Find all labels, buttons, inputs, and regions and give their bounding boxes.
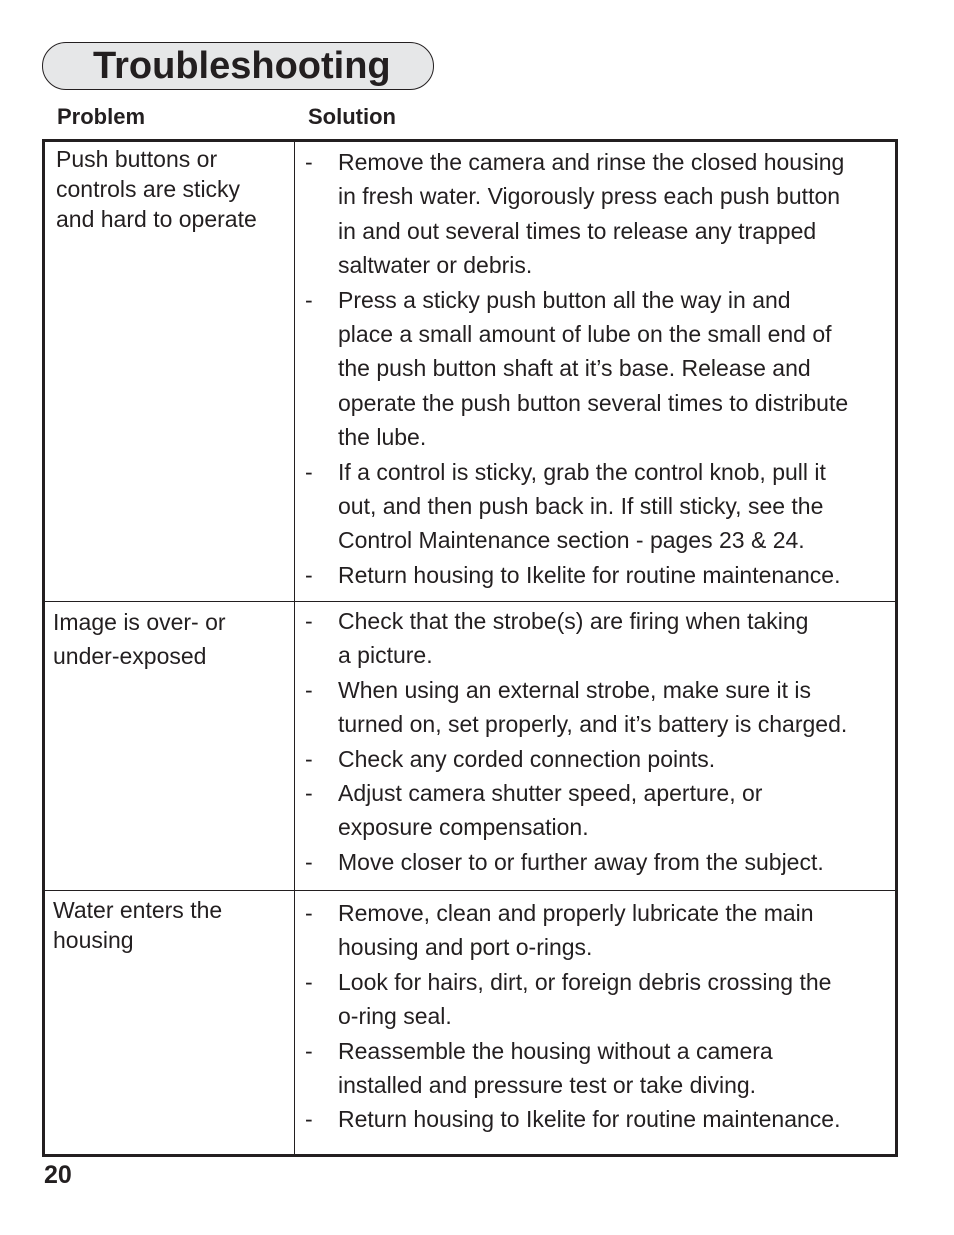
problem-cell-water-leak	[53, 895, 288, 955]
solution-item	[305, 604, 905, 673]
solution-item	[305, 283, 905, 455]
bullet-dash: -	[305, 780, 313, 807]
bullet-dash: -	[305, 968, 313, 995]
solution-list-sticky-buttons	[305, 145, 905, 592]
problem-line: housing	[53, 927, 134, 953]
solution-line: Reassemble the housing without a camera	[338, 1037, 773, 1064]
solution-line: turned on, set properly, and it’s battery is charged.	[338, 711, 848, 738]
solution-item	[305, 1102, 905, 1136]
solution-line: out, and then push back in. If still sticky, see the	[338, 493, 824, 520]
solution-line: the push button shaft at it’s base. Release and	[338, 355, 811, 382]
solution-line: Return housing to Ikelite for routine maintenance.	[338, 561, 841, 588]
solution-item	[305, 896, 905, 965]
solution-line: installed and pressure test or take diving.	[338, 1072, 757, 1099]
bullet-dash: -	[305, 608, 313, 634]
bullet-dash: -	[305, 149, 313, 175]
solution-line: housing and port o-rings.	[338, 934, 593, 961]
solution-line: the lube.	[338, 424, 427, 451]
bullet-dash: -	[305, 848, 313, 875]
solution-line: place a small amount of lube on the small end of	[338, 321, 832, 348]
solution-list-water-leak	[305, 896, 905, 1137]
bullet-dash: -	[305, 458, 313, 485]
solution-line: Adjust camera shutter speed, aperture, or	[338, 780, 763, 807]
solution-line: a picture.	[338, 642, 433, 669]
solution-item	[305, 776, 905, 845]
solution-line: Check any corded connection points.	[338, 745, 716, 772]
solution-item	[305, 965, 905, 1034]
solution-item	[305, 145, 905, 283]
problem-line: Image is over- or	[53, 609, 226, 635]
solution-line: Return housing to Ikelite for routine maintenance.	[338, 1106, 841, 1133]
bullet-dash: -	[305, 900, 313, 926]
solution-line: exposure compensation.	[338, 814, 589, 841]
solution-line: When using an external strobe, make sure it is	[338, 676, 812, 703]
problem-cell-exposure	[53, 605, 288, 673]
solution-line: in fresh water. Vigorously press each push button	[338, 183, 841, 210]
solution-item	[305, 673, 905, 742]
troubleshooting-table	[42, 139, 898, 1157]
bullet-dash: -	[305, 745, 313, 772]
problem-line: and hard to operate	[56, 206, 257, 232]
problem-line: Water enters the	[53, 897, 223, 923]
solution-line: Look for hairs, dirt, or foreign debris crossing the	[338, 968, 832, 995]
solution-item	[305, 558, 905, 592]
solution-line: o-ring seal.	[338, 1003, 452, 1030]
solution-line: Control Maintenance section - pages 23 & 24.	[338, 527, 805, 554]
solution-line: in and out several times to release any trapped	[338, 217, 817, 244]
solution-item	[305, 742, 905, 776]
solution-line: Remove, clean and properly lubricate the main	[338, 900, 814, 926]
solution-line: Move closer to or further away from the subject.	[338, 848, 824, 875]
column-header-problem: Problem	[57, 104, 146, 129]
problem-line: under-exposed	[53, 643, 207, 669]
problem-cell-sticky-buttons	[56, 144, 291, 234]
bullet-dash: -	[305, 676, 313, 703]
bullet-dash: -	[305, 561, 313, 588]
page-title: Troubleshooting	[93, 45, 391, 87]
row-divider	[45, 601, 895, 602]
column-header-solution: Solution	[308, 104, 396, 129]
solution-item	[305, 455, 905, 558]
bullet-dash: -	[305, 1106, 313, 1133]
solution-line: Press a sticky push button all the way in and	[338, 286, 791, 313]
page-title-banner	[42, 42, 434, 90]
bullet-dash: -	[305, 286, 313, 313]
solution-list-exposure	[305, 604, 905, 879]
problem-line: controls are sticky	[56, 176, 241, 202]
solution-item	[305, 1034, 905, 1103]
solution-line: Check that the strobe(s) are firing when taking	[338, 608, 809, 634]
solution-line: saltwater or debris.	[338, 252, 533, 279]
solution-item	[305, 845, 905, 879]
solution-line: Remove the camera and rinse the closed housing	[338, 149, 845, 175]
solution-line: If a control is sticky, grab the control knob, pull it	[338, 458, 826, 485]
problem-line: Push buttons or	[56, 146, 218, 172]
solution-line: operate the push button several times to distribute	[338, 389, 849, 416]
bullet-dash: -	[305, 1037, 313, 1064]
column-divider	[294, 142, 295, 1154]
page-number: 20	[44, 1161, 72, 1189]
row-divider	[45, 890, 895, 891]
